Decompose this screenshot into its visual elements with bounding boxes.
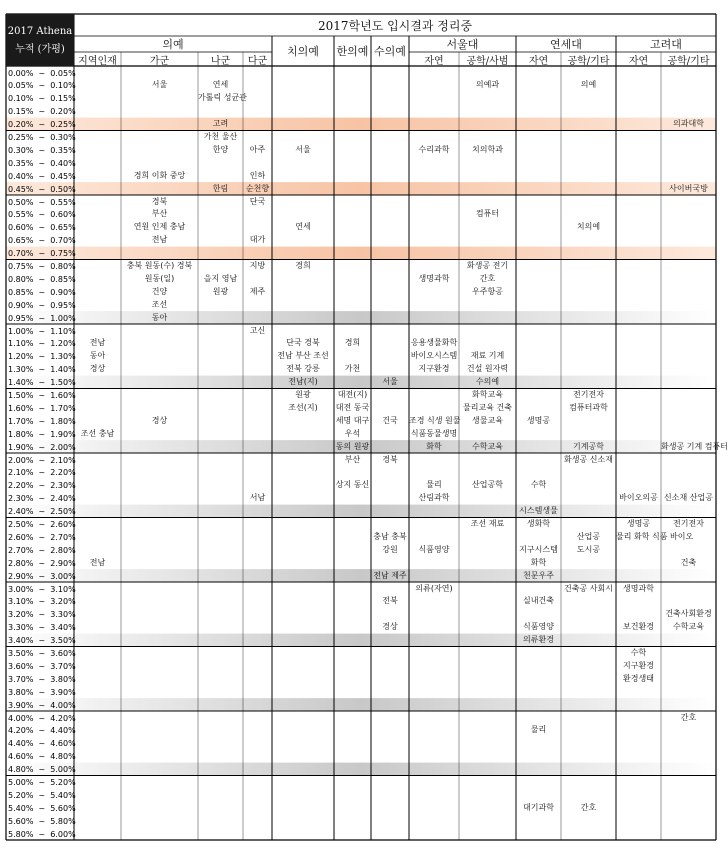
table-cell: 대기과학 xyxy=(523,802,554,812)
table-cell: 단국 경북 xyxy=(286,338,320,348)
table-cell: 전기전자 xyxy=(573,390,604,399)
row-label: 0.45% ~ 0.50% xyxy=(8,184,76,194)
main-title: 2017학년도 입시결과 정리중 xyxy=(317,18,473,33)
table-cell: 건설 원자력 xyxy=(466,364,509,374)
table-cell: 세명 대구 xyxy=(335,415,370,425)
table-cell: 실내건축 xyxy=(523,596,554,606)
sub-ys-eng: 공학/기타 xyxy=(567,55,610,67)
table-cell: 기계공학 xyxy=(573,441,604,451)
row-label: 0.70% ~ 0.75% xyxy=(8,249,76,259)
table-cell: 컴퓨터과학 xyxy=(569,402,608,412)
row-label: 0.75% ~ 0.80% xyxy=(8,262,76,271)
table-cell: 한양 xyxy=(212,144,229,154)
table-cell: 동아 xyxy=(151,312,168,322)
table-cell: 치의예 xyxy=(576,222,601,232)
row-label: 0.90% ~ 0.95% xyxy=(8,300,76,310)
table-cell: 의류(자연) xyxy=(415,583,453,593)
table-cell: 경상 xyxy=(89,364,106,374)
row-label: 3.60% ~ 3.70% xyxy=(8,661,76,671)
row-label: 0.40% ~ 0.45% xyxy=(8,171,76,181)
table-cell: 전남 제주 xyxy=(373,570,407,580)
table-cell: 경북 xyxy=(151,196,168,206)
table-cell: 동아 xyxy=(89,351,106,361)
row-label: 2.60% ~ 2.70% xyxy=(8,532,76,542)
row-label: 2.20% ~ 2.30% xyxy=(8,481,76,491)
table-cell: 전북 xyxy=(382,596,398,606)
table-cell: 원광 xyxy=(212,286,229,296)
row-label: 2.30% ~ 2.40% xyxy=(8,494,76,504)
table-cell: 원광 xyxy=(295,390,311,399)
table-cell: 인하 xyxy=(249,170,266,180)
row-label: 5.20% ~ 5.40% xyxy=(8,790,76,800)
row-label: 5.80% ~ 6.00% xyxy=(8,829,76,839)
table-cell: 건축 xyxy=(680,557,697,567)
corner-cell xyxy=(6,14,74,66)
row-label: 2.00% ~ 2.10% xyxy=(8,455,76,465)
table-cell: 수의예 xyxy=(475,377,500,387)
table-cell: 간호 xyxy=(479,273,496,283)
row-label: 3.30% ~ 3.40% xyxy=(8,623,76,633)
table-cell: 바이오시스템 xyxy=(410,351,458,361)
row-label: 1.30% ~ 1.40% xyxy=(8,365,76,375)
row-label: 2.40% ~ 2.50% xyxy=(8,507,76,517)
table-cell: 상지 동신 xyxy=(335,480,370,490)
table-cell: 연세 xyxy=(212,80,229,90)
row-label: 3.00% ~ 3.10% xyxy=(8,584,76,594)
row-label: 3.40% ~ 3.50% xyxy=(8,636,76,646)
row-label: 0.15% ~ 0.20% xyxy=(8,107,76,117)
sub-ys-sci: 자연 xyxy=(528,55,549,67)
sub-snu-sci: 자연 xyxy=(424,55,444,67)
table-cell: 생명공 xyxy=(526,415,551,425)
row-label: 0.85% ~ 0.90% xyxy=(8,287,76,297)
table-cell: 전남 부산 조선 xyxy=(277,351,329,361)
table-cell: 화학 xyxy=(530,557,547,567)
table-cell: 서남 xyxy=(249,493,266,503)
table-cell: 수학교육 xyxy=(472,441,503,451)
row-label: 3.90% ~ 4.00% xyxy=(8,700,76,710)
table-cell: 식품영양 xyxy=(418,544,450,554)
row-label: 4.80% ~ 5.00% xyxy=(8,765,76,775)
row-label: 2.50% ~ 2.60% xyxy=(8,520,76,529)
table-cell: 산업공 xyxy=(576,531,601,541)
table-cell: 바이오의공 xyxy=(619,493,658,503)
table-cell: 순천향 xyxy=(245,183,270,193)
table-cell: 응용생물화학 xyxy=(410,338,458,348)
table-cell: 아주 xyxy=(249,144,266,154)
group-korea: 고려대 xyxy=(650,38,682,51)
table-cell: 신소재 산업공 xyxy=(664,493,713,503)
row-label: 5.60% ~ 5.80% xyxy=(8,816,76,826)
row-label: 0.55% ~ 0.60% xyxy=(8,210,76,220)
table-cell: 의예과 xyxy=(475,80,500,90)
table-cell: 산업공학 xyxy=(472,480,503,490)
table-cell: 전남 xyxy=(89,557,106,567)
table-cell: 조선 충남 xyxy=(80,428,115,438)
row-label: 0.65% ~ 0.70% xyxy=(8,236,76,246)
row-label: 1.70% ~ 1.80% xyxy=(8,416,76,426)
table-cell: 대가 xyxy=(249,235,266,245)
table-cell: 서울 xyxy=(295,144,311,154)
table-cell: 가톨릭 성균관 xyxy=(198,93,247,103)
row-label: 0.60% ~ 0.65% xyxy=(8,223,76,233)
table-cell: 시스템생물 xyxy=(519,506,558,516)
table-cell: 제주 xyxy=(249,286,266,296)
row-label: 0.50% ~ 0.55% xyxy=(8,197,76,207)
table-cell: 치의학과 xyxy=(472,144,503,154)
table-cell: 물리 xyxy=(530,725,547,735)
row-label: 2.90% ~ 3.00% xyxy=(8,571,76,581)
sub-ku-eng: 공학/기타 xyxy=(667,55,710,67)
table-cell: 연세 xyxy=(295,222,311,232)
table-cell: 건축공 사회시 xyxy=(564,583,613,593)
table-cell: 경희 xyxy=(344,338,361,348)
corner-title: 2017 Athena xyxy=(7,25,73,37)
group-vet: 수의예 xyxy=(374,45,406,58)
table-cell: 전남 xyxy=(151,235,168,245)
sub-ga: 가군 xyxy=(149,55,170,67)
table-cell: 경희 이화 중앙 xyxy=(133,170,186,180)
table-cell: 천문우주 xyxy=(523,570,554,580)
table-cell: 강원 xyxy=(382,544,398,554)
table-cell: 사이버국방 xyxy=(669,183,708,193)
table-cell: 수리과학 xyxy=(418,144,450,154)
row-label: 3.70% ~ 3.80% xyxy=(8,674,76,684)
table-cell: 가천 울산 xyxy=(203,132,238,141)
row-label: 4.00% ~ 4.20% xyxy=(8,713,76,723)
table-cell: 원동(일) xyxy=(144,273,175,283)
row-label: 1.80% ~ 1.90% xyxy=(8,429,76,439)
table-cell: 의류환경 xyxy=(523,635,554,645)
row-label: 4.20% ~ 4.40% xyxy=(8,726,76,736)
table-cell: 컴퓨터 xyxy=(475,209,500,219)
table-cell: 화학 xyxy=(426,441,442,451)
table-cell: 환경생태 xyxy=(623,673,654,683)
table-cell: 전남 xyxy=(89,338,106,348)
sub-snu-eng: 공학/사범 xyxy=(466,55,509,67)
row-label: 1.00% ~ 1.10% xyxy=(8,326,76,336)
table-cell: 충남 충북 xyxy=(373,531,407,541)
sub-da: 다군 xyxy=(247,55,268,67)
row-label: 4.40% ~ 4.60% xyxy=(8,739,76,749)
table-cell: 대전 동국 xyxy=(335,402,370,412)
row-label: 3.80% ~ 3.90% xyxy=(8,687,76,697)
table-cell: 경희 xyxy=(295,261,311,270)
table-cell: 조선 xyxy=(151,299,168,309)
table-cell: 생명공 xyxy=(626,519,651,528)
table-cell: 재료 기계 xyxy=(470,351,505,361)
row-label: 0.95% ~ 1.00% xyxy=(8,313,76,323)
row-label: 3.10% ~ 3.20% xyxy=(8,597,76,607)
row-label: 3.50% ~ 3.60% xyxy=(8,649,76,658)
table-cell: 화생공 전기 xyxy=(466,261,509,270)
table-cell: 동의 원광 xyxy=(335,441,370,451)
table-cell: 경상 xyxy=(151,415,168,425)
row-label: 0.20% ~ 0.25% xyxy=(8,120,76,130)
table-cell: 간호 xyxy=(580,802,597,812)
table-cell: 충북 원동(수) 경북 xyxy=(126,261,193,270)
table-cell: 전북 강릉 xyxy=(286,364,320,374)
table-cell: 지방 xyxy=(249,261,266,270)
row-label: 0.35% ~ 0.40% xyxy=(8,158,76,168)
table-cell: 고신 xyxy=(249,325,266,335)
group-snu: 서울대 xyxy=(446,38,479,51)
sub-na: 나군 xyxy=(210,55,231,67)
table-cell: 건국 xyxy=(382,415,398,425)
table-cell: 경상 xyxy=(382,622,398,632)
table-cell: 부산 xyxy=(151,209,168,219)
row-label: 0.05% ~ 0.10% xyxy=(8,81,76,91)
table-cell: 고려 xyxy=(212,119,229,129)
table-cell: 전기전자 xyxy=(673,519,704,528)
table-cell: 우석 xyxy=(344,428,361,438)
table-cell: 지구환경 xyxy=(418,364,450,374)
table-cell: 식품영양 xyxy=(523,622,554,632)
table-cell: 조선(지) xyxy=(288,402,318,412)
row-label: 1.20% ~ 1.30% xyxy=(8,352,76,362)
row-label: 5.00% ~ 5.20% xyxy=(8,778,76,787)
table-cell: 도시공 xyxy=(576,544,601,554)
row-label: 1.60% ~ 1.70% xyxy=(8,403,76,413)
table-cell: 가천 xyxy=(344,364,361,374)
row-label: 1.10% ~ 1.20% xyxy=(8,339,76,349)
group-dental: 치의예 xyxy=(287,45,319,58)
row-label: 0.30% ~ 0.35% xyxy=(8,145,76,155)
table-cell: 물리 화학 식품 바이오 xyxy=(616,531,694,541)
row-label: 0.25% ~ 0.30% xyxy=(8,133,76,142)
row-label: 2.80% ~ 2.90% xyxy=(8,558,76,568)
table-cell: 건축사회환경 xyxy=(665,609,712,619)
row-label: 2.10% ~ 2.20% xyxy=(8,468,76,478)
table-cell: 생명과학 xyxy=(418,273,450,283)
table-cell: 전남(지) xyxy=(288,377,318,387)
table-cell: 대전(지) xyxy=(337,390,368,399)
table-cell: 우주항공 xyxy=(472,286,503,296)
group-medical: 의예 xyxy=(162,38,184,51)
table-cell: 서울 xyxy=(151,80,168,90)
table-cell: 생명과학 xyxy=(623,583,654,593)
row-label: 0.80% ~ 0.85% xyxy=(8,274,76,284)
table-cell: 연원 인제 충남 xyxy=(133,222,186,232)
table-cell: 식품동물생명 xyxy=(410,428,458,438)
group-yonsei: 연세대 xyxy=(550,38,582,51)
table-cell: 화생공 기계 컴퓨터 xyxy=(661,441,728,451)
table-cell: 경북 xyxy=(382,454,398,464)
table-cell: 을지 영남 xyxy=(203,273,238,283)
table-cell: 부산 xyxy=(344,454,361,464)
table-cell: 단국 xyxy=(249,196,266,206)
table-cell: 수학 xyxy=(630,648,647,657)
table-cell: 수학교육 xyxy=(673,622,704,632)
table-cell: 한림 xyxy=(212,183,229,193)
row-label: 0.10% ~ 0.15% xyxy=(8,94,76,104)
corner-subtitle: 누적 (가평) xyxy=(15,43,65,55)
table-cell: 간호 xyxy=(680,712,697,722)
sub-ku-sci: 자연 xyxy=(628,55,649,67)
table-cell: 보건환경 xyxy=(623,622,654,632)
table-cell: 산림과학 xyxy=(418,493,450,503)
row-label: 1.90% ~ 2.00% xyxy=(8,442,76,452)
table-cell: 수학 xyxy=(530,480,547,490)
row-label: 5.40% ~ 5.60% xyxy=(8,803,76,813)
table-cell: 서울 xyxy=(382,377,398,387)
table-cell: 건양 xyxy=(151,286,168,296)
table-cell: 생물교육 xyxy=(472,415,503,425)
table-cell: 생화학 xyxy=(526,519,551,528)
table-cell: 지구시스템 xyxy=(519,544,558,554)
table-cell: 화학교육 xyxy=(472,390,503,399)
sub-regional: 지역인재 xyxy=(78,55,117,67)
table-cell: 의과대학 xyxy=(673,119,704,129)
row-label: 2.70% ~ 2.80% xyxy=(8,545,76,555)
table-cell: 물리 xyxy=(426,480,442,490)
table-cell: 물리교육 건축 xyxy=(463,402,512,412)
row-label: 1.50% ~ 1.60% xyxy=(8,391,76,400)
row-label: 0.00% ~ 0.05% xyxy=(8,68,76,78)
row-label: 3.20% ~ 3.30% xyxy=(8,610,76,620)
table-cell: 조경 식생 원물 xyxy=(409,415,461,425)
table-cell: 의예 xyxy=(580,80,597,90)
row-label: 4.60% ~ 4.80% xyxy=(8,752,76,762)
table-cell: 화생공 신소재 xyxy=(564,454,613,464)
group-oriental: 한의예 xyxy=(336,45,369,58)
table-cell: 조선 재료 xyxy=(470,519,505,528)
table-cell: 지구환경 xyxy=(623,660,654,670)
row-label: 1.40% ~ 1.50% xyxy=(8,378,76,388)
